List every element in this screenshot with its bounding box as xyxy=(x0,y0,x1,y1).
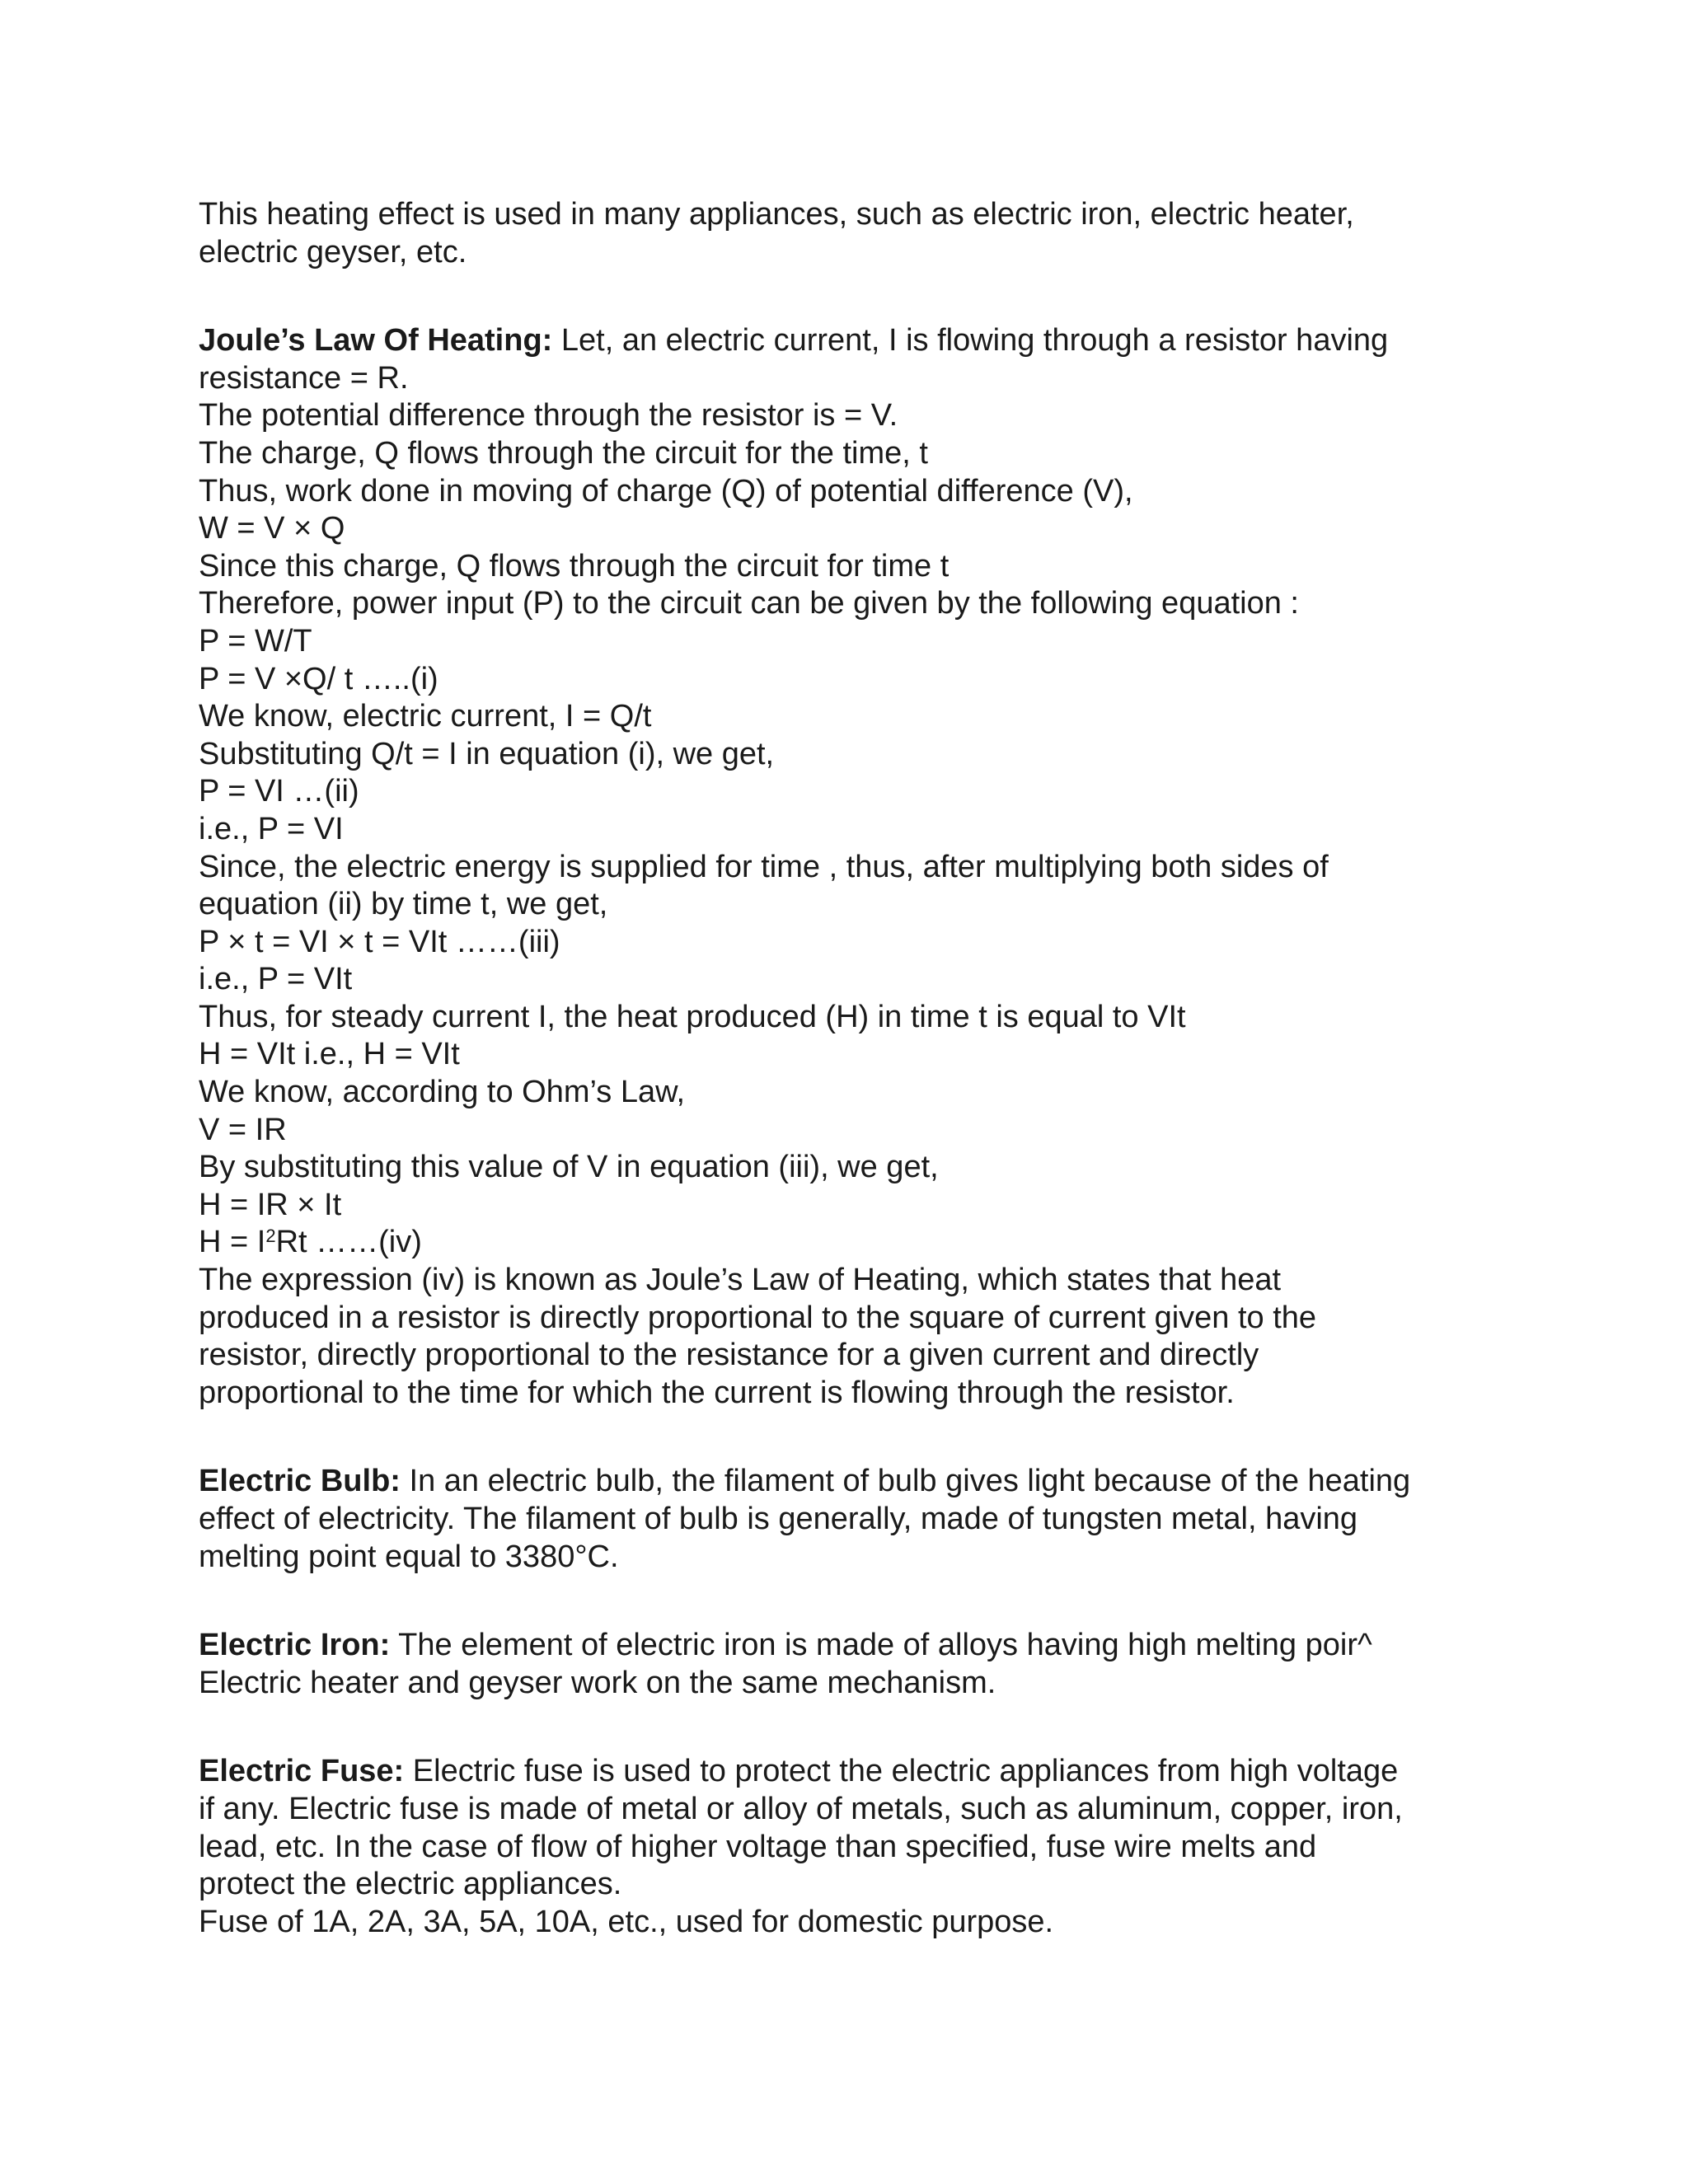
joule-equation: P = V ×Q/ t …..(i) xyxy=(199,661,438,696)
document-page xyxy=(199,196,1501,1941)
joule-equation: H = IR × It xyxy=(199,1187,342,1222)
fuse-line: protect the electric appliances. xyxy=(199,1867,622,1902)
iron-heading: Electric Iron: xyxy=(199,1628,391,1663)
paragraph-gap xyxy=(199,1702,1501,1753)
joule-law-section xyxy=(199,322,1501,1412)
joule-equation: i.e., P = VI xyxy=(199,811,344,846)
joule-first-line-text: Let, an electric current, I is flowing through a resistor having xyxy=(552,323,1389,359)
joule-closing-line: produced in a resistor is directly proportional to the square of current given to the xyxy=(199,1300,1317,1335)
fuse-line: Fuse of 1A, 2A, 3A, 5A, 10A, etc., used for domestic purpose. xyxy=(199,1904,1054,1939)
joule-line: Since this charge, Q flows through the circuit for time t xyxy=(199,548,950,583)
intro-line-1: This heating effect is used in many appliances, such as electric iron, electric heater, xyxy=(199,197,1354,232)
bulb-heading: Electric Bulb: xyxy=(199,1464,401,1499)
joule-heading: Joule’s Law Of Heating: xyxy=(199,323,553,359)
fuse-first-line-text: Electric fuse is used to protect the electric appliances from high voltage xyxy=(404,1754,1399,1789)
joule-line: equation (ii) by time t, we get, xyxy=(199,887,608,922)
joule-law-eq-superscript: 2 xyxy=(265,1226,276,1247)
iron-line: Electric heater and geyser work on the same mechanism. xyxy=(199,1665,996,1700)
bulb-first-line-text: In an electric bulb, the filament of bulb gives light because of the heating xyxy=(400,1464,1411,1499)
joule-line: The potential difference through the resistor is = V. xyxy=(199,398,898,434)
joule-line: Thus, work done in moving of charge (Q) of potential difference (V), xyxy=(199,473,1133,509)
joule-law-eq-suffix: Rt ……(iv) xyxy=(275,1225,422,1260)
paragraph-gap xyxy=(199,271,1501,322)
joule-equation: P = W/T xyxy=(199,623,312,658)
iron-first-line-text: The element of electric iron is made of alloys having high melting poir^ xyxy=(390,1628,1372,1663)
intro-line-2: electric geyser, etc. xyxy=(199,234,467,269)
fuse-heading: Electric Fuse: xyxy=(199,1754,405,1789)
joule-equation: W = V × Q xyxy=(199,511,345,546)
joule-equation: i.e., P = VIt xyxy=(199,962,353,997)
electric-iron-section xyxy=(199,1627,1501,1702)
fuse-first-line xyxy=(199,1753,1501,1791)
joule-line: We know, electric current, I = Q/t xyxy=(199,699,652,734)
joule-equation: P = VI …(ii) xyxy=(199,774,359,809)
fuse-line: lead, etc. In the case of flow of higher voltage than specified, fuse wire melts and xyxy=(199,1829,1317,1864)
joule-line: Since, the electric energy is supplied for time , thus, after multiplying both sides of xyxy=(199,849,1329,884)
intro-paragraph xyxy=(199,196,1501,271)
joule-line: By substituting this value of V in equation (iii), we get, xyxy=(199,1150,939,1185)
joule-law-eq-prefix: H = I xyxy=(199,1225,266,1260)
joule-first-line xyxy=(199,322,1501,360)
fuse-line: if any. Electric fuse is made of metal or alloy of metals, such as aluminum, copper, iron, xyxy=(199,1791,1403,1826)
joule-line: The charge, Q flows through the circuit for the time, t xyxy=(199,435,928,471)
joule-equation: V = IR xyxy=(199,1112,287,1147)
joule-law-equation xyxy=(199,1224,1501,1262)
joule-line: Substituting Q/t = I in equation (i), we get, xyxy=(199,736,775,771)
joule-equation: H = VIt i.e., H = VIt xyxy=(199,1037,460,1072)
joule-line: resistance = R. xyxy=(199,360,409,396)
joule-closing-line: The expression (iv) is known as Joule’s Law of Heating, which states that heat xyxy=(199,1263,1282,1298)
electric-bulb-section xyxy=(199,1463,1501,1576)
paragraph-gap xyxy=(199,1576,1501,1627)
paragraph-gap xyxy=(199,1412,1501,1463)
joule-equation: P × t = VI × t = VIt ……(iii) xyxy=(199,924,560,959)
bulb-first-line xyxy=(199,1463,1501,1501)
bulb-line: effect of electricity. The filament of bulb is generally, made of tungsten metal, having xyxy=(199,1502,1358,1536)
joule-closing-line: proportional to the time for which the current is flowing through the resistor. xyxy=(199,1375,1235,1410)
bulb-line: melting point equal to 3380°C. xyxy=(199,1539,619,1574)
joule-closing-line: resistor, directly proportional to the resistance for a given current and directly xyxy=(199,1338,1259,1373)
joule-line: Therefore, power input (P) to the circuit can be given by the following equation : xyxy=(199,586,1299,621)
joule-line: We know, according to Ohm’s Law, xyxy=(199,1075,686,1110)
iron-first-line xyxy=(199,1627,1501,1665)
joule-line: Thus, for steady current I, the heat produced (H) in time t is equal to VIt xyxy=(199,999,1186,1034)
electric-fuse-section xyxy=(199,1753,1501,1941)
